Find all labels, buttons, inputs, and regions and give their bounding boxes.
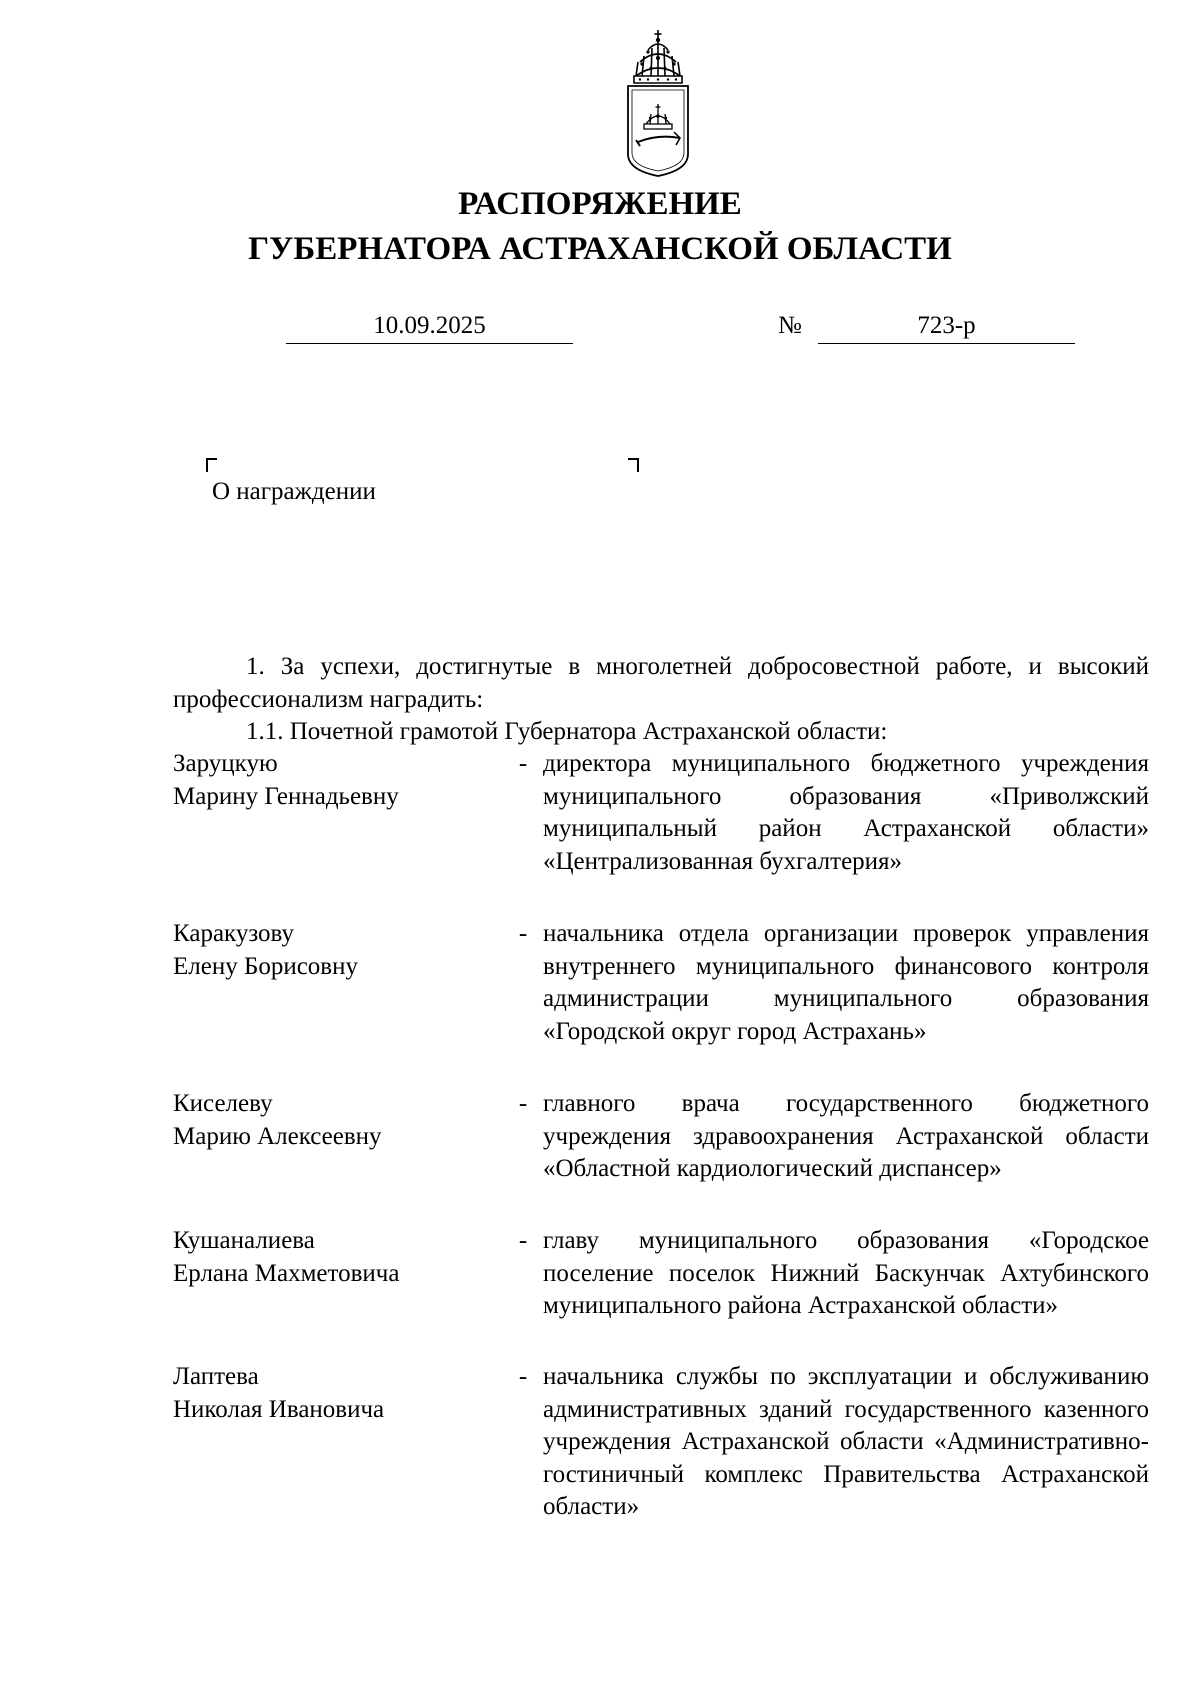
awardee-surname: Кушаналиева: [173, 1227, 315, 1254]
dash-separator: -: [518, 1227, 528, 1254]
awardee-name: [173, 1088, 503, 1153]
awardee-position: директора муниципального бюджетного учреждения муниципального образования «Приволжский муниципальный район Астраханской области» «Централизованная бухгалтерия»: [543, 750, 1149, 875]
dash-separator: -: [518, 1363, 528, 1390]
awardee-given-name: Николая Ивановича: [173, 1395, 385, 1423]
document-date: 10.09.2025: [286, 311, 573, 344]
awardee-surname: Каракузову: [173, 920, 295, 947]
awardee-position: начальника службы по эксплуатации и обслуживанию административных зданий государственного казенного учреждения Астраханской области «Административно-гостиничный комплекс Правительства Астраханской области»: [543, 1363, 1149, 1520]
dash-separator: -: [518, 920, 528, 947]
awardee-position: главного врача государственного бюджетного учреждения здравоохранения Астраханской области «Областной кардиологический диспансер»: [543, 1090, 1149, 1182]
awardee-surname: Заруцкую: [173, 750, 278, 777]
document-subject: О награждении: [212, 478, 376, 505]
awardee-name: [173, 918, 503, 983]
document-number: 723-р: [818, 311, 1075, 344]
awardee-name: [173, 748, 503, 813]
coat-of-arms-icon: [618, 28, 698, 180]
number-sign: №: [778, 312, 802, 339]
document-type-title: РАСПОРЯЖЕНИЕ: [458, 186, 742, 222]
awardee-position: главу муниципального образования «Городское поселение поселок Нижний Баскунчак Ахтубинского муниципального района Астраханской области»: [543, 1227, 1149, 1319]
awardee-given-name: Ерлана Махметовича: [173, 1259, 400, 1287]
awardee-position: начальника отдела организации проверок управления внутреннего муниципального финансового контроля администрации муниципального образования «Городской округ город Астрахань»: [543, 920, 1149, 1045]
awardee-surname: Лаптева: [173, 1363, 259, 1390]
dash-separator: -: [518, 750, 528, 777]
awardee-name: [173, 1225, 503, 1290]
awardee-given-name: Марию Алексеевну: [173, 1122, 382, 1150]
paragraph-1: 1. За успехи, достигнутые в многолетней добросовестной работе, и высокий профессионализм наградить:: [173, 653, 1149, 713]
paragraph-1-1: 1.1. Почетной грамотой Губернатора Астраханской области:: [246, 718, 888, 745]
issuer-title: ГУБЕРНАТОРА АСТРАХАНСКОЙ ОБЛАСТИ: [248, 231, 952, 267]
awardee-name: [173, 1361, 503, 1426]
subject-bracket-left: [206, 458, 217, 472]
awardee-given-name: Елену Борисовну: [173, 952, 358, 980]
subject-bracket-right: [628, 458, 639, 472]
awardee-surname: Киселеву: [173, 1090, 273, 1117]
dash-separator: -: [518, 1090, 528, 1117]
awardee-given-name: Марину Геннадьевну: [173, 782, 399, 810]
